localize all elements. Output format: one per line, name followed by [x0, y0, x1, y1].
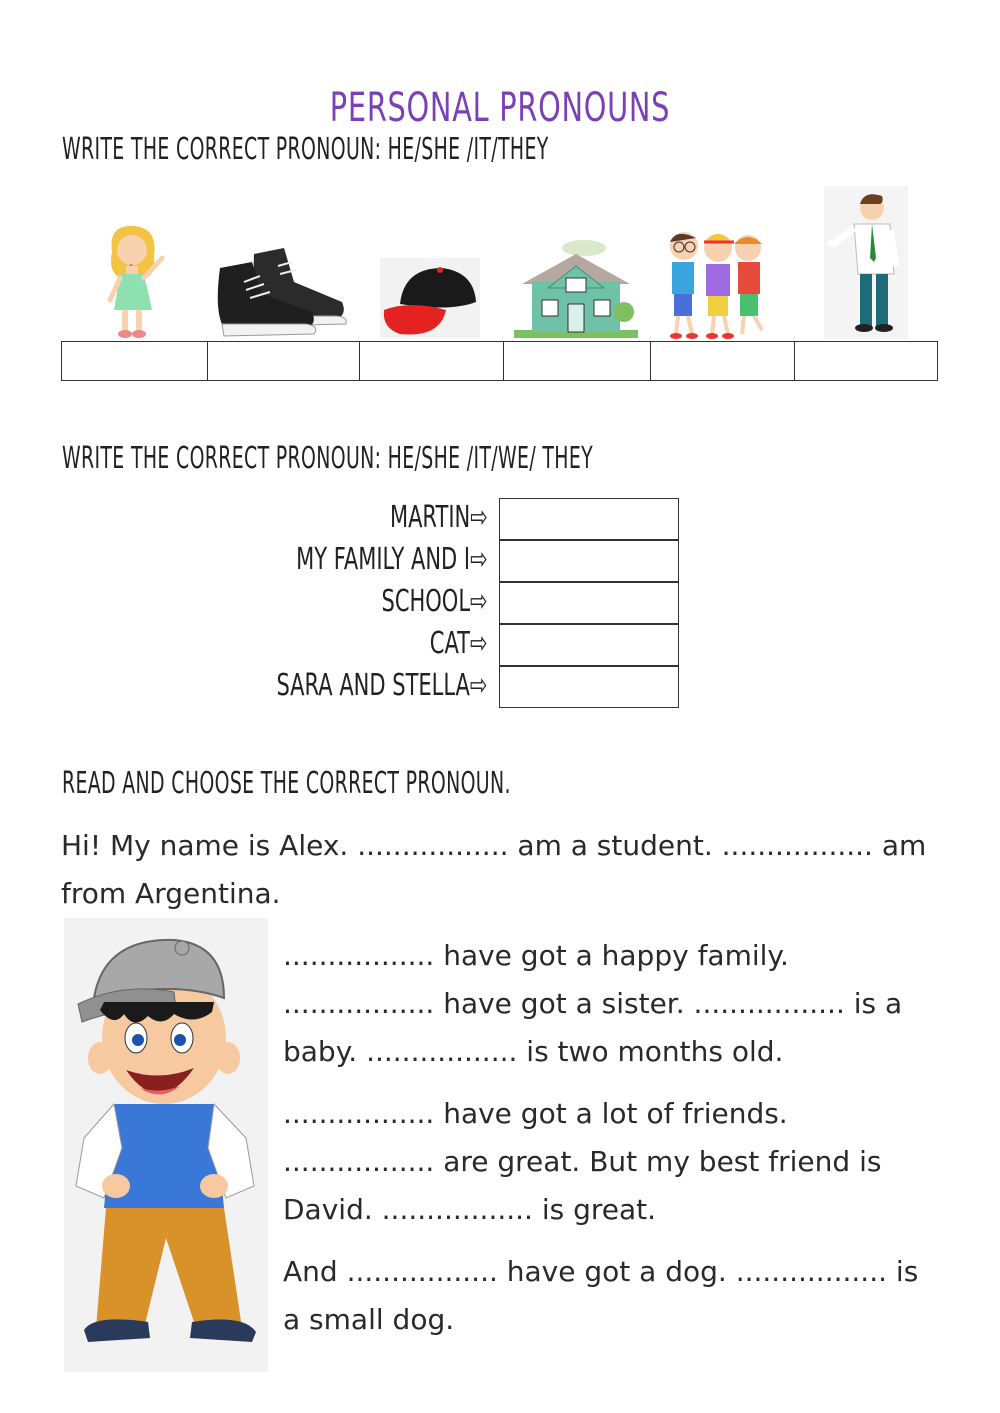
answer-box-cap[interactable]	[360, 342, 504, 381]
man-picture	[824, 186, 908, 340]
answer-box-house[interactable]	[504, 342, 651, 381]
answer-table-1	[61, 341, 938, 381]
paragraph-dog: And ................. have got a dog. ................. is a small dog.	[283, 1255, 919, 1336]
boy-picture	[64, 918, 268, 1372]
girl-picture	[98, 222, 168, 340]
match-label: SCHOOL⇨	[381, 584, 488, 619]
answer-box-man[interactable]	[795, 342, 938, 381]
paragraph-friends: ................. have got a lot of friends. ................. are great. But my best friend is David. ................. is great.	[283, 1097, 882, 1226]
house-picture	[514, 234, 638, 338]
page-title: PERSONAL PRONOUNS	[329, 84, 671, 131]
instruction-3: READ AND CHOOSE THE CORRECT PRONOUN.	[62, 766, 511, 801]
match-label: MARTIN⇨	[390, 500, 488, 535]
answer-box-girl[interactable]	[62, 342, 208, 381]
match-label: MY FAMILY AND I⇨	[296, 542, 488, 577]
cap-picture	[380, 258, 480, 338]
answer-box[interactable]	[499, 582, 679, 624]
paragraph-family: ................. have got a happy family. ................. have got a sister. ................. is a baby. ................. is two months old.	[283, 939, 903, 1068]
match-row	[0, 624, 680, 666]
answer-box[interactable]	[499, 540, 679, 582]
boys-picture	[662, 226, 778, 342]
answer-box[interactable]	[499, 498, 679, 540]
answer-box-sneakers[interactable]	[208, 342, 360, 381]
match-row	[0, 498, 680, 540]
answer-box[interactable]	[499, 666, 679, 708]
match-row	[0, 582, 680, 624]
answer-box-boys[interactable]	[651, 342, 795, 381]
answer-box[interactable]	[499, 624, 679, 666]
instruction-2: WRITE THE CORRECT PRONOUN: HE/SHE /IT/WE/ THEY	[62, 441, 594, 476]
match-label: SARA AND STELLA⇨	[276, 668, 488, 703]
match-row	[0, 540, 680, 582]
instruction-1: WRITE THE CORRECT PRONOUN: HE/SHE /IT/THEY	[62, 132, 549, 167]
sneakers-picture	[214, 242, 350, 338]
paragraph-intro: Hi! My name is Alex. ................. am a student. ................. am from Argentina.	[61, 829, 927, 910]
match-row	[0, 666, 680, 708]
match-label: CAT⇨	[430, 626, 488, 661]
